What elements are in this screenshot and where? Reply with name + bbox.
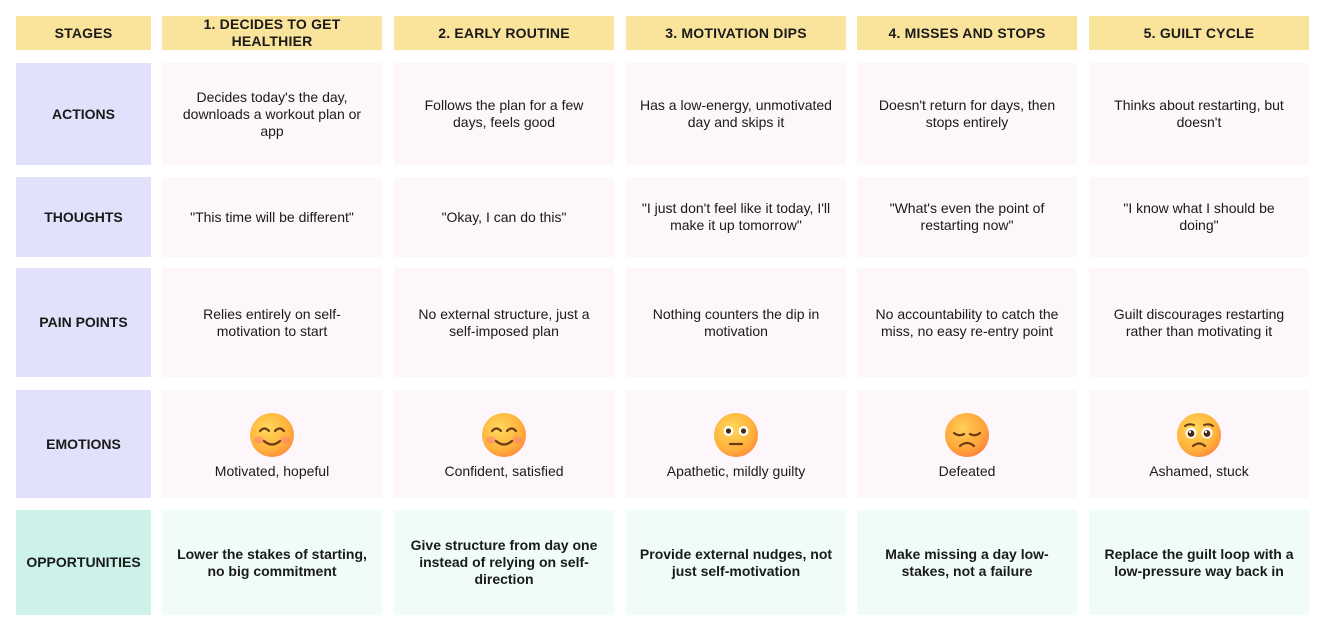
thoughts-cell-1: "This time will be different" [162,177,382,257]
emotions-cell-2 [394,390,614,498]
thoughts-cell-4: "What's even the point of restarting now" [857,177,1077,257]
stages-header-label: STAGES [16,16,151,50]
opportunities-cell-1: Lower the stakes of starting, no big commitment [162,510,382,615]
row-label-opportunities: OPPORTUNITIES [16,510,151,615]
thoughts-cell-5: "I know what I should be doing" [1089,177,1309,257]
actions-cell-3: Has a low-energy, unmotivated day and skips it [626,63,846,165]
actions-cell-2: Follows the plan for a few days, feels good [394,63,614,165]
emotion-label: Confident, satisfied [444,463,564,479]
pain-points-cell-2: No external structure, just a self-imposed plan [394,268,614,377]
emotion-label: Apathetic, mildly guilty [666,463,806,479]
neutral-face-icon [713,412,759,458]
row-label-pain-points: PAIN POINTS [16,268,151,377]
stage-header-4: 4. MISSES AND STOPS [857,16,1077,50]
thoughts-cell-2: "Okay, I can do this" [394,177,614,257]
opportunities-cell-2: Give structure from day one instead of relying on self-direction [394,510,614,615]
opportunities-cell-4: Make missing a day low-stakes, not a failure [857,510,1077,615]
emotion-label: Ashamed, stuck [1149,463,1249,479]
row-label-thoughts: THOUGHTS [16,177,151,257]
pain-points-cell-4: No accountability to catch the miss, no easy re-entry point [857,268,1077,377]
actions-cell-4: Doesn't return for days, then stops entirely [857,63,1077,165]
emotions-cell-4 [857,390,1077,498]
stage-header-5: 5. GUILT CYCLE [1089,16,1309,50]
pleading-face-icon [1176,412,1222,458]
actions-cell-1: Decides today's the day, downloads a workout plan or app [162,63,382,165]
emotions-cell-1 [162,390,382,498]
emotions-cell-3 [626,390,846,498]
emotions-cell-5 [1089,390,1309,498]
thoughts-cell-3: "I just don't feel like it today, I'll make it up tomorrow" [626,177,846,257]
opportunities-cell-5: Replace the guilt loop with a low-pressure way back in [1089,510,1309,615]
pain-points-cell-3: Nothing counters the dip in motivation [626,268,846,377]
stage-header-1: 1. DECIDES TO GET HEALTHIER [162,16,382,50]
actions-cell-5: Thinks about restarting, but doesn't [1089,63,1309,165]
pain-points-cell-1: Relies entirely on self-motivation to start [162,268,382,377]
row-label-emotions: EMOTIONS [16,390,151,498]
smiling-face-with-smiling-eyes-icon [249,412,295,458]
stage-header-2: 2. EARLY ROUTINE [394,16,614,50]
disappointed-face-icon [944,412,990,458]
row-label-actions: ACTIONS [16,63,151,165]
emotion-label: Defeated [938,463,996,479]
emotion-label: Motivated, hopeful [214,463,330,479]
stage-header-3: 3. MOTIVATION DIPS [626,16,846,50]
smiling-face-with-smiling-eyes-icon [481,412,527,458]
pain-points-cell-5: Guilt discourages restarting rather than motivating it [1089,268,1309,377]
opportunities-cell-3: Provide external nudges, not just self-motivation [626,510,846,615]
